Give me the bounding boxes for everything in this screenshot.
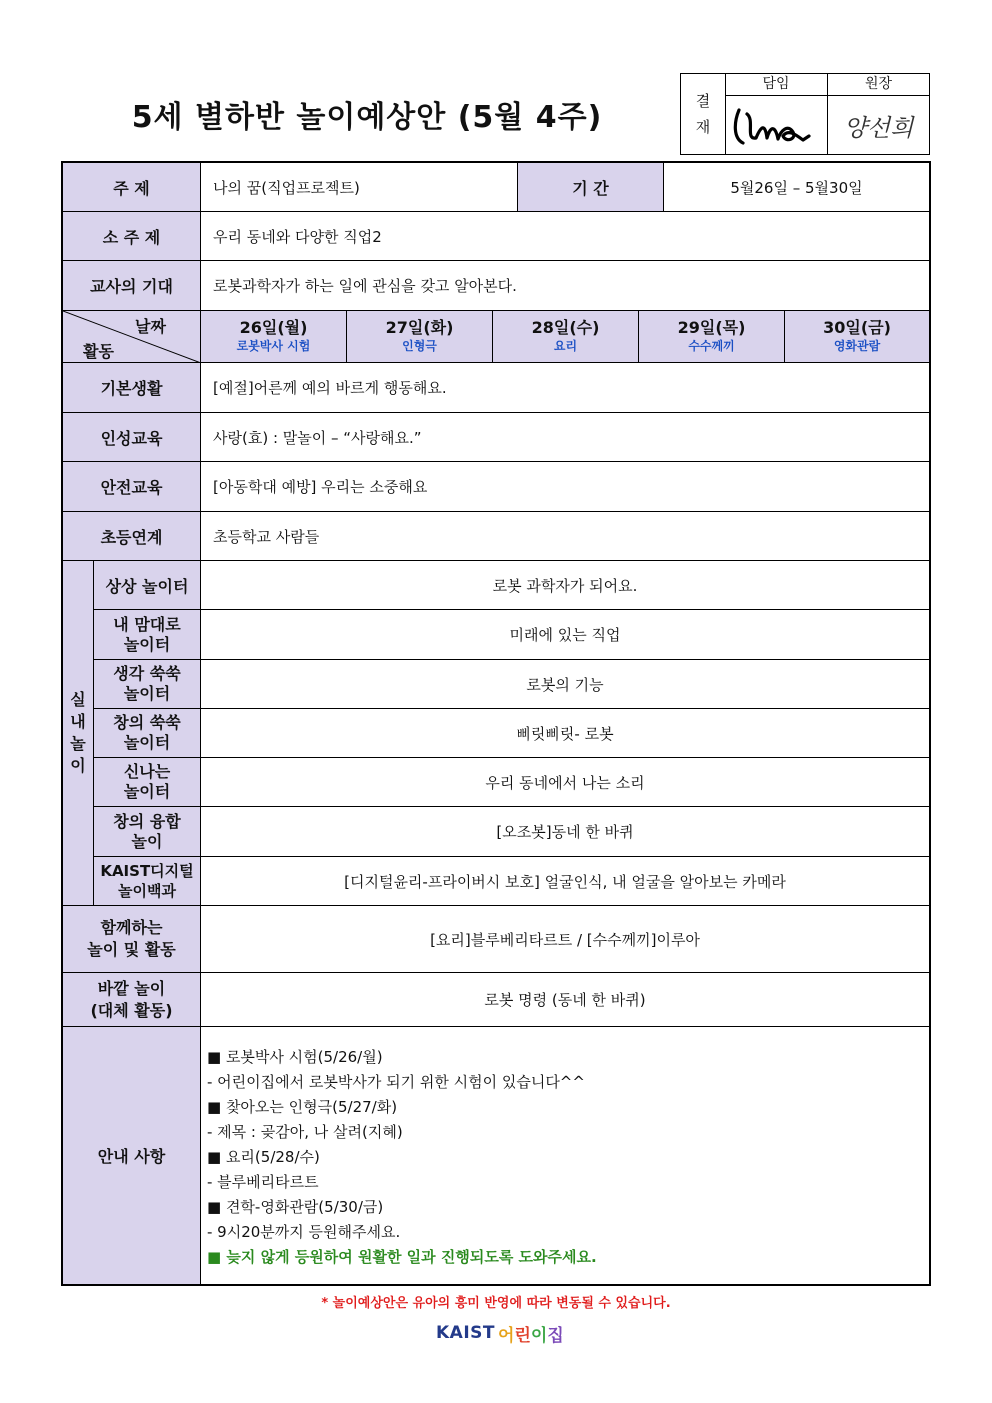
day-wednesday: 28일(수) 요리 [493,311,639,363]
indoor-value-creative: 삐릿삐릿- 로봇 [201,709,929,758]
indoor-label-thinking: 생각 쑥쑥 놀이터 [94,660,201,709]
notice-line: ■ 찾아오는 인형극(5/27/화) [207,1098,398,1116]
notice-line: - 제목 : 곶감아, 나 살려(지혜) [207,1123,403,1141]
basic-life-value: [예절]어른께 예의 바르게 행동해요. [201,363,929,413]
approval-director-header: 원장 [828,74,929,96]
corner-activity-label: 활동 [83,342,114,361]
elementary-link-label: 초등연계 [63,512,201,561]
page-title: 5세 별하반 놀이예상안 (5월 4주) [131,100,603,135]
indoor-value-kaist-digital: [디지털윤리-프라이버시 보호] 얼굴인식, 내 얼굴을 알아보는 카메라 [201,857,929,906]
notice-line: - 어린이집에서 로봇박사가 되기 위한 시험이 있습니다^^ [207,1073,585,1091]
date-activity-corner [63,311,201,363]
indoor-label-imagination: 상상 놀이터 [94,561,201,610]
period-label: 기 간 [518,163,664,212]
day-friday: 30일(금) 영화관람 [785,311,929,363]
day-monday: 26일(월) 로봇박사 시험 [201,311,347,363]
indoor-label-fun: 신나는 놀이터 [94,758,201,807]
outdoor-value: 로봇 명령 (동네 한 바퀴) [201,973,929,1027]
notice-label: 안내 사항 [63,1027,201,1284]
approval-box [680,73,930,155]
teacher-signature [725,96,828,154]
plan-table [61,161,931,1286]
approval-teacher-header: 담임 [725,74,828,96]
notice-highlight: ■ 늦지 않게 등원하여 원활한 일과 진행되도록 도와주세요. [207,1248,597,1266]
notice-line: - 9시20분까지 등원해주세요. [207,1223,401,1241]
theme-label: 주 제 [63,163,201,212]
indoor-label-creative: 창의 쑥쑥 놀이터 [94,709,201,758]
corner-date-label: 날짜 [135,317,166,336]
logo-center-text: 어린이집 [498,1325,564,1346]
notice-line: ■ 견학-영화관람(5/30/금) [207,1198,384,1216]
teacher-signature-image [725,96,827,154]
kaist-daycare-logo [436,1318,564,1348]
together-value: [요리]블루베리타르트 / [수수께끼]이루아 [201,906,929,973]
indoor-value-convergence: [오조봇]동네 한 바퀴 [201,807,929,857]
indoor-play-group-label: 실 내 놀 이 [63,561,94,906]
day-tuesday: 27일(화) 인형극 [347,311,493,363]
notice-line: - 블루베리타르트 [207,1173,319,1191]
subtheme-label: 소 주 제 [63,212,201,261]
safety-edu-value: [아동학대 예방] 우리는 소중해요 [201,462,929,512]
basic-life-label: 기본생활 [63,363,201,413]
indoor-value-fun: 우리 동네에서 나는 소리 [201,758,929,807]
theme-value: 나의 꿈(직업프로젝트) [201,163,518,212]
indoor-label-kaist-digital: KAIST디지털 놀이백과 [94,857,201,906]
elementary-link-value: 초등학교 사람들 [201,512,929,561]
expectation-label: 교사의 기대 [63,261,201,311]
day-thursday: 29일(목) 수수께끼 [639,311,785,363]
outdoor-label: 바깥 놀이 (대체 활동) [63,973,201,1027]
together-label: 함께하는 놀이 및 활동 [63,906,201,973]
character-edu-label: 인성교육 [63,413,201,462]
character-edu-value: 사랑(효) : 말놀이 – “사랑해요.” [201,413,929,462]
director-signature: 양선희 [843,113,914,142]
period-value: 5월26일 – 5월30일 [664,163,929,212]
indoor-value-free: 미래에 있는 직업 [201,610,929,660]
notice-content [201,1027,929,1284]
indoor-label-free: 내 맘대로 놀이터 [94,610,201,660]
logo-kaist-text: KAIST [436,1323,495,1343]
notice-line: ■ 요리(5/28/수) [207,1148,320,1166]
footer-note: * 놀이예상안은 유아의 흥미 반영에 따라 변동될 수 있습니다. [321,1296,671,1311]
safety-edu-label: 안전교육 [63,462,201,512]
indoor-value-imagination: 로봇 과학자가 되어요. [201,561,929,610]
indoor-label-convergence: 창의 융합 놀이 [94,807,201,857]
subtheme-value: 우리 동네와 다양한 직업2 [201,212,929,261]
notice-line: ■ 로봇박사 시험(5/26/월) [207,1048,383,1066]
expectation-value: 로봇과학자가 하는 일에 관심을 갖고 알아본다. [201,261,929,311]
approval-label: 결 재 [681,74,726,154]
indoor-value-thinking: 로봇의 기능 [201,660,929,709]
